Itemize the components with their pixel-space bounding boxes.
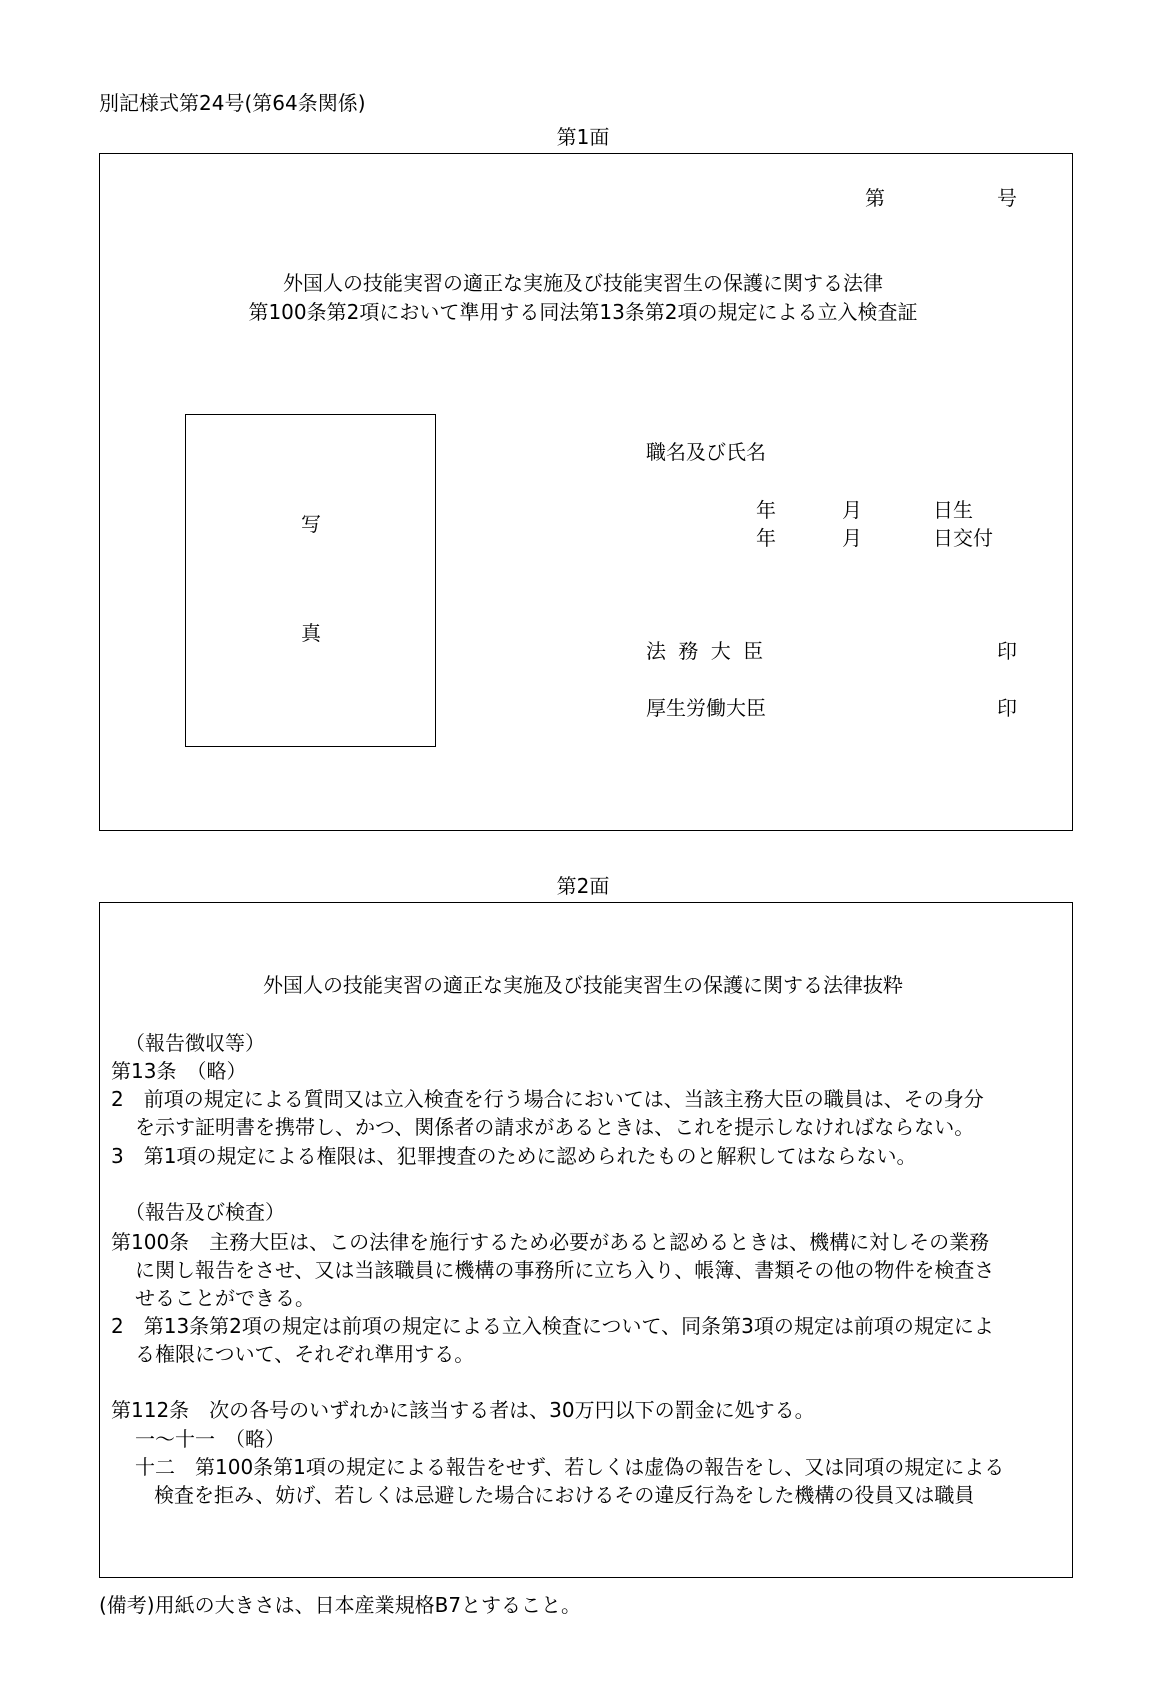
excerpt-line: （報告徴収等） bbox=[125, 1031, 265, 1055]
title-line2: 第100条第2項において準用する同法第13条第2項の規定による立入検査証 bbox=[248, 300, 918, 324]
number-go: 号 bbox=[997, 186, 1017, 210]
issued-month: 月 bbox=[842, 526, 862, 550]
excerpt-line: 一～十一 （略） bbox=[135, 1427, 285, 1451]
excerpt-line: せることができる。 bbox=[135, 1286, 315, 1310]
number-dai: 第 bbox=[865, 186, 885, 210]
excerpt-line: （報告及び検査） bbox=[125, 1200, 285, 1224]
minister-justice: 法 務 大 臣 bbox=[646, 639, 764, 663]
photo-char1: 写 bbox=[301, 512, 321, 536]
name-label: 職名及び氏名 bbox=[646, 440, 766, 464]
excerpt-line: 第13条 （略） bbox=[111, 1059, 247, 1083]
photo-char2: 真 bbox=[301, 621, 321, 645]
excerpt-line: を示す証明書を携帯し、かつ、関係者の請求があるときは、これを提示しなければならない。 bbox=[135, 1115, 975, 1139]
form-label: 別記様式第24号(第64条関係) bbox=[99, 91, 366, 115]
seal-1: 印 bbox=[997, 639, 1017, 663]
excerpt-line: 第100条 主務大臣は、この法律を施行するため必要があると認めるときは、機構に対しその業務 bbox=[111, 1230, 990, 1254]
seal-2: 印 bbox=[997, 696, 1017, 720]
side2-heading: 第2面 bbox=[556, 874, 610, 898]
photo-frame bbox=[185, 414, 436, 747]
excerpt-line: る権限について、それぞれ準用する。 bbox=[135, 1342, 475, 1366]
title-line1: 外国人の技能実習の適正な実施及び技能実習生の保護に関する法律 bbox=[283, 271, 883, 295]
excerpt-line: 2 前項の規定による質問又は立入検査を行う場合においては、当該主務大臣の職員は、その身分 bbox=[111, 1087, 984, 1111]
excerpt-line: 3 第1項の規定による権限は、犯罪捜査のために認められたものと解釈してはならない。 bbox=[111, 1144, 917, 1168]
excerpt-line: 検査を拒み、妨げ、若しくは忌避した場合におけるその違反行為をした機構の役員又は職員 bbox=[154, 1483, 975, 1507]
birth-day: 日生 bbox=[933, 498, 973, 522]
side1-heading: 第1面 bbox=[556, 125, 610, 149]
issued-day: 日交付 bbox=[933, 526, 993, 550]
birth-month: 月 bbox=[842, 498, 862, 522]
remarks-note: (備考)用紙の大きさは、日本産業規格B7とすること。 bbox=[99, 1593, 582, 1617]
issued-year: 年 bbox=[756, 526, 776, 550]
side2-title: 外国人の技能実習の適正な実施及び技能実習生の保護に関する法律抜粋 bbox=[263, 973, 903, 997]
excerpt-line: 十二 第100条第1項の規定による報告をせず、若しくは虚偽の報告をし、又は同項の規定による bbox=[135, 1455, 1005, 1479]
excerpt-line: 第112条 次の各号のいずれかに該当する者は、30万円以下の罰金に処する。 bbox=[111, 1398, 815, 1422]
excerpt-line: に関し報告をさせ、又は当該職員に機構の事務所に立ち入り、帳簿、書類その他の物件を検査さ bbox=[135, 1258, 995, 1282]
birth-year: 年 bbox=[756, 498, 776, 522]
minister-health: 厚生労働大臣 bbox=[646, 696, 766, 720]
excerpt-line: 2 第13条第2項の規定は前項の規定による立入検査について、同条第3項の規定は前項の規定によ bbox=[111, 1314, 994, 1338]
